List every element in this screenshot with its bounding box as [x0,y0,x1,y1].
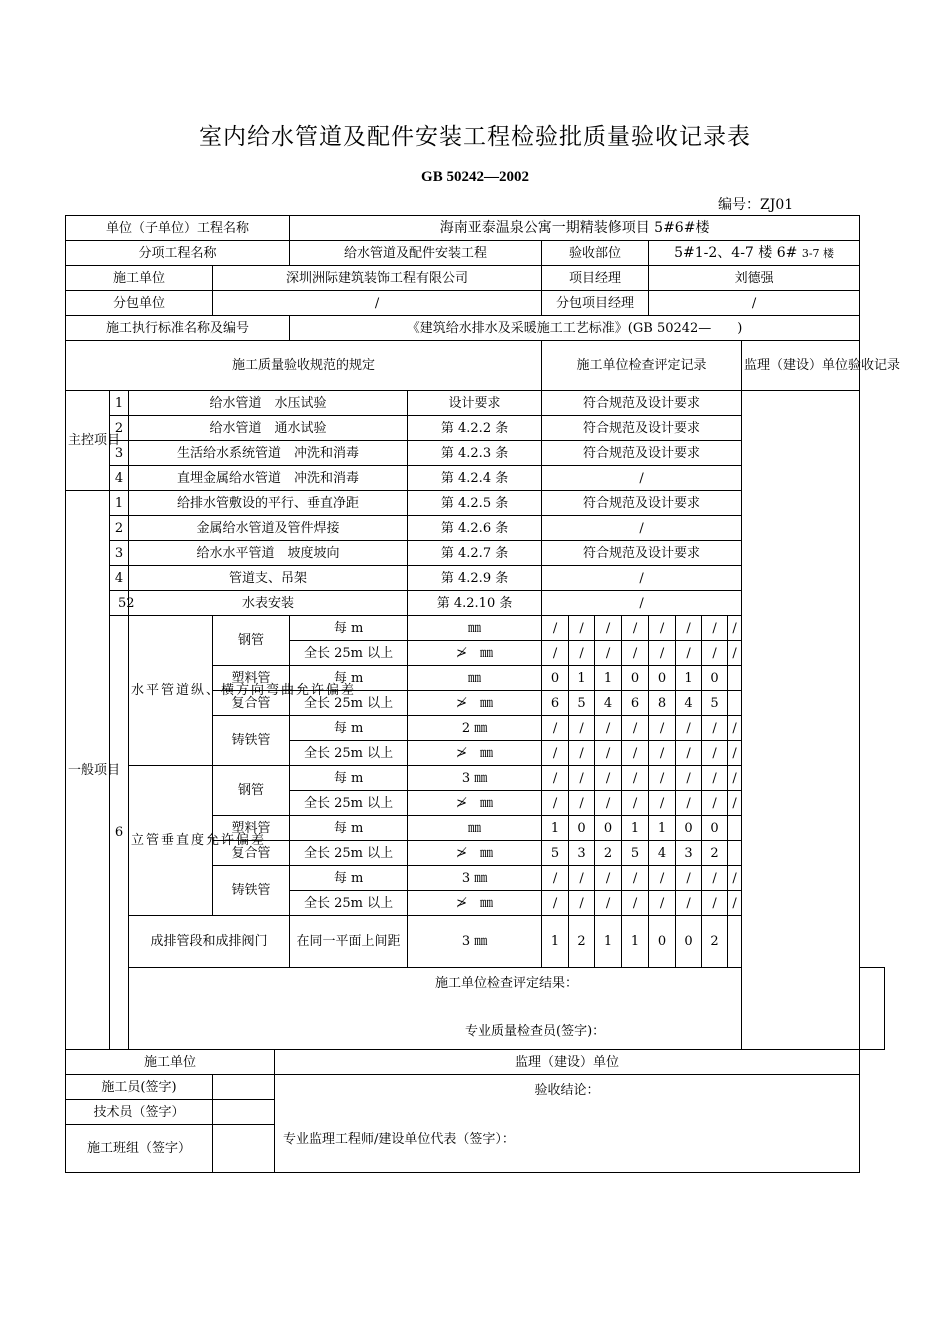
deviation-spec: 全长 25m 以上 [290,841,408,866]
contractor-value: 深圳洲际建筑装饰工程有限公司 [213,266,542,291]
deviation-reading: 0 [622,666,649,691]
subcontractor-value: / [213,291,542,316]
item-no: 4 [110,566,129,591]
deviation-reading: / [542,641,569,666]
deviation-reading [728,691,742,716]
parallel-reading: 0 [649,916,676,968]
item-no: 2 [110,416,129,441]
sub-pm-value: / [649,291,860,316]
item-no: 6 [110,616,129,1050]
deviation-reading: / [542,741,569,766]
pm-value: 刘德强 [649,266,860,291]
deviation-reading: 0 [595,816,622,841]
deviation-tolerance: ≯ ㎜ [408,841,542,866]
deviation-reading: / [649,741,676,766]
inspection-table [65,215,901,1173]
deviation-reading: 1 [622,816,649,841]
deviation-tolerance: ≯ ㎜ [408,791,542,816]
deviation-reading: / [622,891,649,916]
deviation-reading: 0 [702,816,728,841]
deviation-reading: / [649,766,676,791]
item-clause: 第 4.2.3 条 [408,441,542,466]
subcontractor-label: 分包单位 [66,291,213,316]
deviation-reading: 0 [542,666,569,691]
result-cell [129,968,885,1050]
sub-pm-label: 分包项目经理 [542,291,649,316]
deviation-reading: / [649,616,676,641]
parallel-spec: 在同一平面上间距 [290,916,408,968]
deviation-reading: 6 [542,691,569,716]
deviation-spec: 全长 25m 以上 [290,641,408,666]
deviation-spec: 每 m [290,816,408,841]
deviation-reading: / [569,616,595,641]
item-name: 生活给水系统管道 冲洗和消毒 [129,441,408,466]
pipe-plastic: 塑料管 [213,816,290,841]
deviation-reading [728,666,742,691]
deviation-reading: / [676,866,702,891]
deviation-reading: 1 [595,666,622,691]
deviation-reading: / [702,866,728,891]
deviation-reading: / [542,616,569,641]
parallel-reading: 0 [676,916,702,968]
deviation-reading: 4 [595,691,622,716]
parallel-reading: 2 [569,916,595,968]
part-value: 5#1-2、4-7 楼 6# 3-7 楼 [649,241,860,266]
worker-row [66,1075,885,1100]
deviation-reading: / [728,766,742,791]
item-result: 符合规范及设计要求 [542,391,742,416]
deviation-spec: 全长 25m 以上 [290,791,408,816]
tech-label: 技术员（签字） [66,1100,213,1125]
deviation-reading: 4 [649,841,676,866]
worker-label: 施工员(签字) [66,1075,213,1100]
item-clause: 第 4.2.7 条 [408,541,542,566]
deviation-reading: / [595,766,622,791]
supervisor-record [742,391,860,1050]
deviation-tolerance: 3 ㎜ [408,866,542,891]
deviation-tolerance: ≯ ㎜ [408,741,542,766]
deviation-reading: / [542,716,569,741]
deviation-reading: / [622,641,649,666]
parallel-reading [728,916,742,968]
deviation-reading: 5 [542,841,569,866]
page-title: 室内给水管道及配件安装工程检验批质量验收记录表 [199,124,751,150]
item-clause: 第 4.2.10 条 [408,591,542,616]
deviation-tolerance: ㎜ [408,816,542,841]
parallel-label: 成排管段和成排阀门 [129,916,290,968]
item-clause: 第 4.2.4 条 [408,466,542,491]
engineer-label: 专业监理工程师/建设单位代表（签字）： [283,1132,515,1147]
item-name: 直埋金属给水管道 冲洗和消毒 [129,466,408,491]
deviation-spec: 每 m [290,716,408,741]
deviation-reading: / [676,791,702,816]
item-no: 4 [110,466,129,491]
deviation-reading: / [595,866,622,891]
deviation-reading: / [728,641,742,666]
record-code: 编号：ZJ01 [718,197,794,213]
deviation-tolerance: 3 ㎜ [408,766,542,791]
deviation-reading: 3 [569,841,595,866]
deviation-reading: / [622,766,649,791]
header-row-contractor [66,266,885,291]
deviation-reading: / [702,791,728,816]
deviation-reading: / [622,616,649,641]
deviation-reading: / [702,891,728,916]
deviation-reading: / [676,716,702,741]
deviation-reading: 5 [622,841,649,866]
deviation-spec: 每 m [290,866,408,891]
deviation-reading: / [569,891,595,916]
main-row-1 [66,391,885,416]
col-spec: 施工质量验收规范的规定 [66,341,542,391]
deviation-tolerance: ≯ ㎜ [408,891,542,916]
supervisor-col: 监理（建设）单位 [275,1050,860,1075]
item-no: 52 [110,591,129,616]
item-result: / [542,516,742,541]
deviation-reading: / [728,891,742,916]
deviation-reading: 5 [569,691,595,716]
deviation-reading: / [676,891,702,916]
deviation-reading: / [595,616,622,641]
deviation-reading: / [676,616,702,641]
col-supervisor: 监理（建设）单位验收记录 [742,341,860,391]
item-result: 符合规范及设计要求 [542,441,742,466]
deviation-reading: / [649,716,676,741]
deviation-reading: / [542,766,569,791]
item-result: 符合规范及设计要求 [542,416,742,441]
deviation-reading: / [649,641,676,666]
deviation-reading: 0 [702,666,728,691]
deviation-reading: / [676,766,702,791]
item-result: / [542,466,742,491]
deviation-reading: / [569,791,595,816]
team-label: 施工班组（签字） [66,1125,213,1173]
deviation-reading: / [728,791,742,816]
deviation-tolerance: ㎜ [408,616,542,641]
parallel-reading: 2 [702,916,728,968]
contractor-col: 施工单位 [66,1050,275,1075]
pipe-plastic: 塑料管 [213,666,290,691]
deviation-reading: / [595,716,622,741]
team-sign[interactable] [213,1125,275,1173]
deviation-reading: / [649,791,676,816]
pipe-steel: 钢管 [213,766,290,816]
deviation-reading: / [569,866,595,891]
deviation-reading: / [595,741,622,766]
deviation-reading: / [728,741,742,766]
header-row-exec-std [66,316,885,341]
item-no: 1 [110,491,129,516]
deviation-reading: / [595,641,622,666]
header-row-unit [66,216,885,241]
deviation-reading: / [702,741,728,766]
item-name: 水表安装 [129,591,408,616]
deviation-spec: 每 m [290,766,408,791]
deviation-reading: 1 [569,666,595,691]
deviation-reading: / [702,716,728,741]
sub-label: 分项工程名称 [66,241,290,266]
item-clause: 设计要求 [408,391,542,416]
standard-number: GB 50242—2002 [421,169,529,185]
deviation-reading: / [542,891,569,916]
item-clause: 第 4.2.5 条 [408,491,542,516]
exec-std-label: 施工执行标准名称及编号 [66,316,290,341]
item-name: 给排水管敷设的平行、垂直净距 [129,491,408,516]
conclusion-label: 验收结论： [534,1083,600,1098]
deviation-reading: / [676,641,702,666]
deviation-reading: 0 [569,816,595,841]
sub-value: 给水管道及配件安装工程 [290,241,542,266]
parallel-reading: 1 [595,916,622,968]
col-check: 施工单位检查评定记录 [542,341,742,391]
pm-label: 项目经理 [542,266,649,291]
deviation-reading: / [569,641,595,666]
item-no: 3 [110,441,129,466]
part-label: 验收部位 [542,241,649,266]
item-name: 管道支、吊架 [129,566,408,591]
deviation-spec: 每 m [290,616,408,641]
item-result: / [542,591,742,616]
deviation-reading: 2 [702,841,728,866]
worker-sign[interactable] [213,1075,275,1100]
deviation-reading: 3 [676,841,702,866]
pipe-steel: 钢管 [213,616,290,666]
item-clause: 第 4.2.6 条 [408,516,542,541]
column-header-row [66,341,885,391]
deviation-reading: 2 [595,841,622,866]
header-row-sub [66,241,885,266]
deviation-reading [728,841,742,866]
deviation-reading: 1 [542,816,569,841]
deviation-reading: / [542,791,569,816]
deviation-reading: 5 [702,691,728,716]
item-no: 1 [110,391,129,416]
item-clause: 第 4.2.2 条 [408,416,542,441]
deviation-tolerance: ≯ ㎜ [408,641,542,666]
parallel-reading: 1 [622,916,649,968]
item-result: 符合规范及设计要求 [542,491,742,516]
deviation-tolerance: 2 ㎜ [408,716,542,741]
tech-sign[interactable] [213,1100,275,1125]
deviation-reading: / [595,791,622,816]
footer-header-row [66,1050,885,1075]
deviation-tolerance: ≯ ㎜ [408,691,542,716]
conclusion-cell [275,1075,860,1173]
item-result: / [542,566,742,591]
pipe-composite: 复合管 [213,841,290,866]
result-label: 施工单位检查评定结果： [434,976,578,991]
deviation-reading: / [595,891,622,916]
item-name: 给水管道 通水试验 [129,416,408,441]
deviation-reading: 1 [676,666,702,691]
item-no: 2 [110,516,129,541]
deviation-reading: / [569,766,595,791]
vertical-deviation-label: 立管垂直度允许偏差 [129,766,213,916]
horizontal-deviation-label: 水平管道纵、横方向弯曲允许偏差 [129,616,213,766]
deviation-tolerance: ㎜ [408,666,542,691]
item-no: 3 [110,541,129,566]
deviation-reading: 0 [676,816,702,841]
deviation-reading: / [622,866,649,891]
deviation-reading [728,816,742,841]
exec-std-value: 《建筑给水排水及采暖施工工艺标准》(GB 50242— ) [290,316,860,341]
deviation-spec: 全长 25m 以上 [290,691,408,716]
deviation-reading: / [649,866,676,891]
header-row-subcontractor [66,291,885,316]
deviation-reading: 4 [676,691,702,716]
deviation-reading: 8 [649,691,676,716]
pipe-composite: 复合管 [213,691,290,716]
deviation-reading: / [622,716,649,741]
unit-value: 海南亚泰温泉公寓一期精装修项目 5#6#楼 [290,216,860,241]
deviation-reading: / [542,866,569,891]
deviation-reading: / [702,616,728,641]
deviation-spec: 全长 25m 以上 [290,741,408,766]
deviation-reading: 6 [622,691,649,716]
deviation-spec: 每 m [290,666,408,691]
deviation-reading: / [649,891,676,916]
deviation-reading: 1 [649,816,676,841]
deviation-reading: / [622,741,649,766]
deviation-reading: / [569,741,595,766]
item-name: 金属给水管道及管件焊接 [129,516,408,541]
general-group-label: 一般项目 [66,491,110,1050]
deviation-reading: / [702,641,728,666]
contractor-label: 施工单位 [66,266,213,291]
deviation-reading: / [728,716,742,741]
deviation-reading: 0 [649,666,676,691]
item-name: 给水水平管道 坡度坡向 [129,541,408,566]
unit-label: 单位（子单位）工程名称 [66,216,290,241]
deviation-reading: / [728,616,742,641]
deviation-reading: / [622,791,649,816]
inspector-label: 专业质量检查员(签字)： [465,1024,606,1039]
item-result: 符合规范及设计要求 [542,541,742,566]
deviation-reading: / [676,741,702,766]
deviation-reading: / [728,866,742,891]
item-clause: 第 4.2.9 条 [408,566,542,591]
deviation-spec: 全长 25m 以上 [290,891,408,916]
pipe-iron: 铸铁管 [213,716,290,766]
main-group-label: 主控项目 [66,391,110,491]
pipe-iron: 铸铁管 [213,866,290,916]
deviation-reading: / [569,716,595,741]
parallel-reading: 1 [542,916,569,968]
result-row [66,968,885,1050]
item-name: 给水管道 水压试验 [129,391,408,416]
deviation-reading: / [702,766,728,791]
parallel-tol: 3 ㎜ [408,916,542,968]
